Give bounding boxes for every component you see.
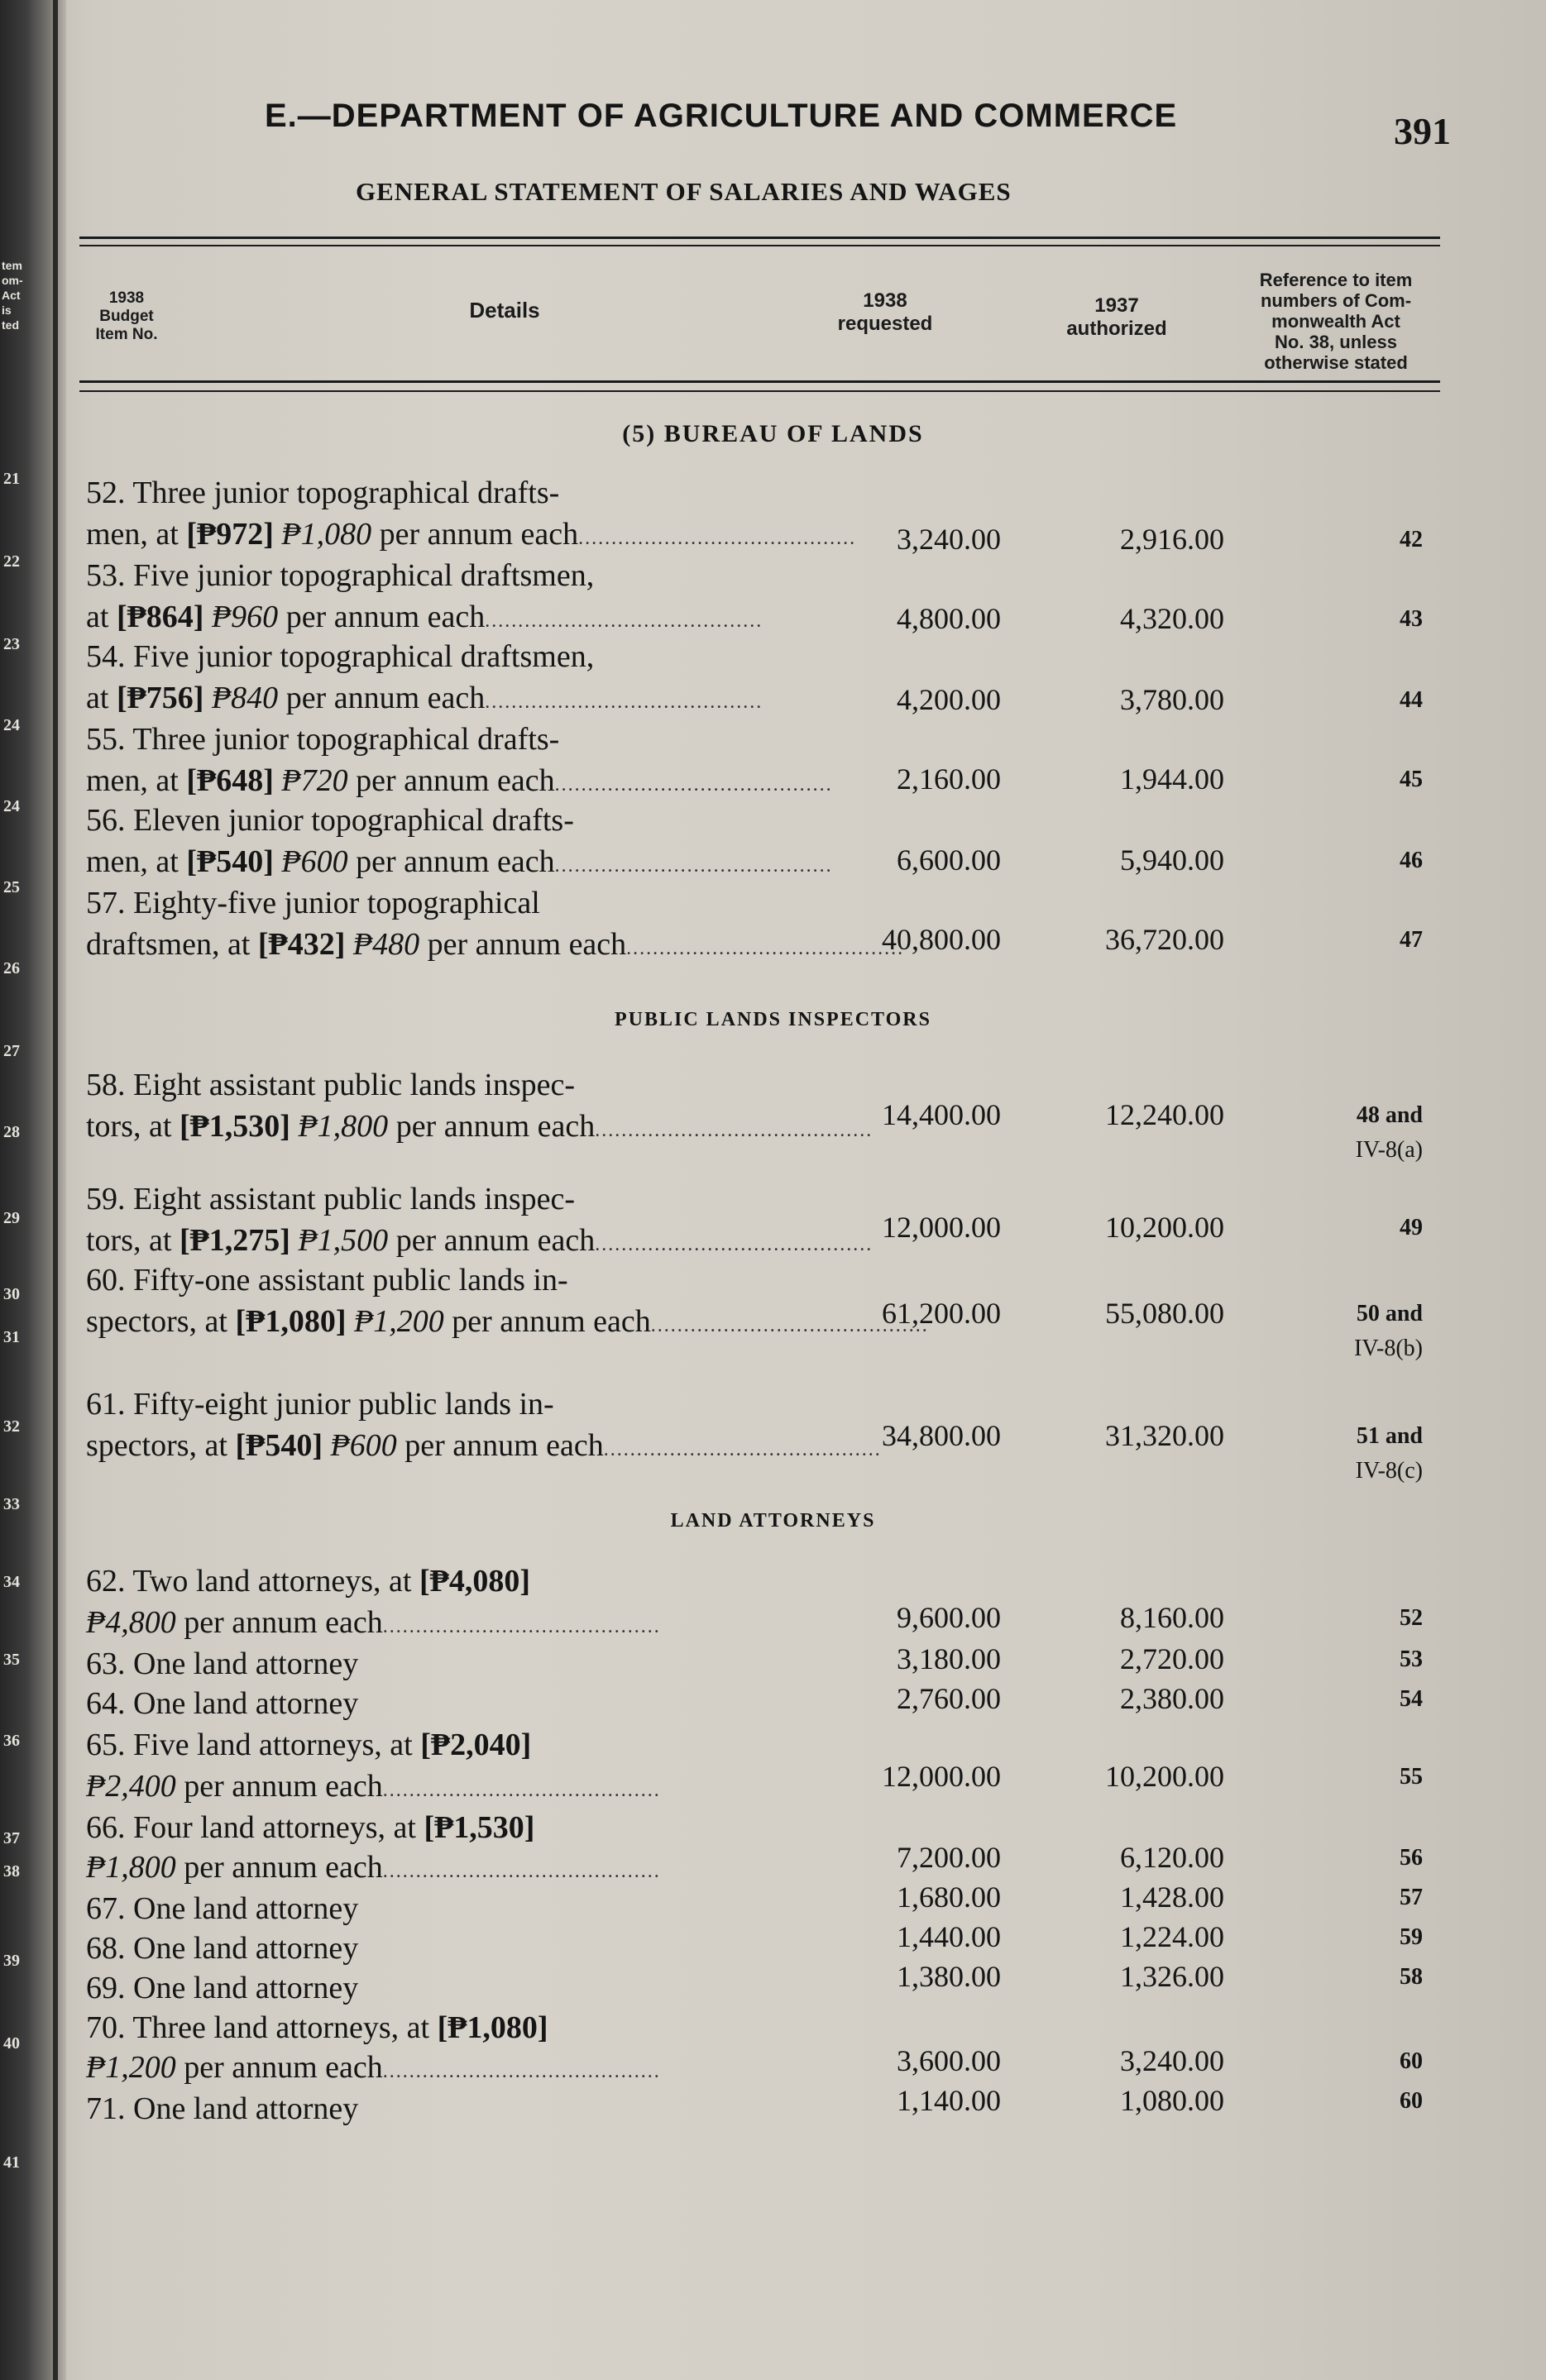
- new-rate-italic: ₱1,200: [353, 1304, 444, 1339]
- detail-text: per annum each: [175, 2050, 383, 2085]
- requested-amount: 1,440.00: [897, 1920, 1001, 1953]
- margin-line-number: 34: [3, 1573, 20, 1591]
- old-rate-bracketed: [₱864]: [116, 600, 204, 634]
- margin-line-number: 31: [3, 1328, 20, 1346]
- reference-number: 42: [1400, 527, 1423, 552]
- detail-line: [86, 719, 773, 759]
- margin-line-number: 37: [3, 1829, 20, 1847]
- requested-amount: 1,140.00: [897, 2084, 1001, 2117]
- authorized-amount: 55,080.00: [1105, 1297, 1224, 1330]
- binding-edge: [53, 0, 58, 2380]
- detail-text: 70. Three land attorneys, at: [86, 2010, 438, 2045]
- detail-text: 60. Fifty-one assistant public lands in-: [86, 1263, 568, 1298]
- dot-leader: ..........................................: [626, 938, 905, 959]
- detail-text: 54. Five junior topographical draftsmen,: [86, 639, 595, 674]
- section-public-lands-inspectors: PUBLIC LANDS INSPECTORS: [615, 1009, 931, 1030]
- detail-line: [86, 556, 773, 595]
- detail-text: per annum each: [371, 517, 579, 552]
- col-authorized-label: authorized: [1066, 318, 1167, 340]
- authorized-amount: 36,720.00: [1105, 923, 1224, 956]
- detail-line: [86, 1889, 773, 1928]
- dot-leader: ..........................................: [485, 691, 763, 713]
- old-rate-bracketed: [₱648]: [186, 763, 274, 798]
- old-rate-bracketed: [₱540]: [235, 1428, 323, 1463]
- dot-leader: ..........................................: [485, 610, 763, 632]
- authorized-amount: 3,780.00: [1120, 683, 1224, 716]
- reference-number: 49: [1400, 1215, 1423, 1240]
- reference-number: 56: [1400, 1845, 1423, 1871]
- detail-text: per annum each: [388, 1109, 596, 1144]
- detail-line: [86, 761, 833, 805]
- reference-number: 52: [1400, 1605, 1423, 1631]
- detail-text: at: [86, 681, 117, 715]
- new-rate-italic: ₱2,400: [86, 1769, 176, 1804]
- col-requested-label: requested: [837, 313, 933, 335]
- detail-text: 65. Five land attorneys, at: [86, 1728, 421, 1762]
- margin-line-number: 30: [3, 1285, 20, 1303]
- requested-amount: 9,600.00: [897, 1601, 1001, 1634]
- requested-amount: 2,760.00: [897, 1682, 1001, 1715]
- col-item-year: 1938: [108, 289, 145, 307]
- dot-leader: ..........................................: [554, 855, 833, 877]
- detail-line: [86, 597, 773, 641]
- new-rate-italic: ₱720: [281, 763, 348, 798]
- col-ref-line-2: numbers of Com-: [1260, 290, 1412, 311]
- detail-line: [86, 1968, 773, 2008]
- old-rate-bracketed: [₱1,530]: [424, 1810, 535, 1845]
- new-rate-italic: ₱1,500: [298, 1223, 389, 1258]
- old-rate-bracketed: [₱540]: [186, 844, 274, 879]
- detail-line: [86, 1644, 773, 1684]
- col-ref-line-5: otherwise stated: [1264, 352, 1408, 373]
- detail-line: [86, 1179, 773, 1219]
- section-bureau-of-lands: (5) BUREAU OF LANDS: [622, 420, 924, 447]
- detail-text: 64. One land attorney: [86, 1686, 359, 1721]
- detail-text: 71. One land attorney: [86, 2091, 359, 2126]
- detail-line: [86, 1847, 773, 1891]
- detail-line: [86, 1808, 773, 1847]
- margin-line-number: 33: [3, 1495, 20, 1513]
- new-rate-italic: ₱1,800: [86, 1850, 176, 1885]
- old-rate-bracketed: [₱756]: [116, 681, 204, 715]
- detail-text: per annum each: [419, 927, 627, 962]
- detail-line: [86, 1106, 874, 1150]
- reference-number: 55: [1400, 1764, 1423, 1790]
- old-rate-bracketed: [₱1,530]: [179, 1109, 290, 1144]
- detail-line: [86, 1725, 773, 1765]
- top-rule: [79, 237, 1440, 239]
- detail-line: [86, 678, 773, 722]
- margin-line-number: 28: [3, 1123, 20, 1141]
- old-rate-bracketed: [₱1,080]: [437, 2010, 548, 2045]
- detail-text: 67. One land attorney: [86, 1891, 359, 1926]
- detail-line: [86, 1603, 773, 1646]
- reference-number: 50 and: [1356, 1301, 1423, 1326]
- detail-text: 62. Two land attorneys, at: [86, 1564, 419, 1599]
- margin-line-number: 39: [3, 1952, 20, 1970]
- detail-text: 63. One land attorney: [86, 1646, 359, 1681]
- page-number: 391: [1394, 110, 1451, 152]
- detail-line: [86, 1302, 929, 1345]
- reference-number: 48 and: [1356, 1102, 1423, 1128]
- detail-text: men, at: [86, 844, 187, 879]
- requested-amount: 34,800.00: [882, 1419, 1001, 1452]
- requested-amount: 4,800.00: [897, 602, 1001, 635]
- new-rate-italic: ₱600: [330, 1428, 397, 1463]
- detail-line: [86, 1561, 773, 1601]
- old-rate-bracketed: [₱432]: [257, 927, 346, 962]
- column-requested: [794, 289, 976, 336]
- detail-text: spectors, at: [86, 1428, 236, 1463]
- column-reference: [1216, 270, 1456, 373]
- detail-text: at: [86, 600, 117, 634]
- reference-number: 47: [1400, 927, 1423, 953]
- detail-text: men, at: [86, 517, 187, 552]
- reference-number: 43: [1400, 606, 1423, 632]
- margin-text-fragment: is: [2, 303, 12, 317]
- detail-text: tors, at: [86, 1109, 179, 1144]
- statement-subtitle: GENERAL STATEMENT OF SALARIES AND WAGES: [356, 177, 1012, 206]
- margin-line-number: 27: [3, 1042, 20, 1060]
- authorized-amount: 5,940.00: [1120, 844, 1224, 877]
- dot-leader: ..........................................: [603, 1439, 882, 1460]
- authorized-amount: 2,720.00: [1120, 1642, 1224, 1675]
- margin-line-number: 36: [3, 1732, 20, 1750]
- detail-text: spectors, at: [86, 1304, 236, 1339]
- authorized-amount: 1,080.00: [1120, 2084, 1224, 2117]
- authorized-amount: 10,200.00: [1105, 1211, 1224, 1244]
- margin-line-number: 38: [3, 1862, 20, 1881]
- detail-text: per annum each: [278, 600, 486, 634]
- requested-amount: 3,240.00: [897, 523, 1001, 556]
- authorized-amount: 31,320.00: [1105, 1419, 1224, 1452]
- requested-amount: 3,600.00: [897, 2044, 1001, 2077]
- requested-amount: 7,200.00: [897, 1841, 1001, 1874]
- detail-text: per annum each: [175, 1605, 383, 1640]
- authorized-amount: 2,916.00: [1120, 523, 1224, 556]
- detail-line: [86, 2008, 773, 2048]
- authorized-amount: 8,160.00: [1120, 1601, 1224, 1634]
- detail-text: 53. Five junior topographical draftsmen,: [86, 558, 595, 593]
- detail-line: [86, 473, 773, 513]
- old-rate-bracketed: [₱4,080]: [419, 1564, 530, 1599]
- margin-line-number: 35: [3, 1651, 20, 1669]
- requested-amount: 1,380.00: [897, 1960, 1001, 1993]
- reference-number: 60: [1400, 2048, 1423, 2074]
- margin-line-number: 32: [3, 1417, 20, 1436]
- requested-amount: 14,400.00: [882, 1098, 1001, 1131]
- authorized-amount: 10,200.00: [1105, 1760, 1224, 1793]
- reference-number: 44: [1400, 687, 1423, 713]
- column-authorized: [1026, 294, 1208, 341]
- detail-text: 58. Eight assistant public lands inspec-: [86, 1068, 576, 1102]
- detail-text: 57. Eighty-five junior topographical: [86, 886, 540, 920]
- new-rate-italic: ₱1,800: [298, 1109, 389, 1144]
- detail-line: [86, 2048, 773, 2091]
- detail-text: per annum each: [443, 1304, 651, 1339]
- column-budget-item: [81, 289, 172, 344]
- detail-text: tors, at: [86, 1223, 179, 1258]
- reference-number: 45: [1400, 767, 1423, 792]
- detail-line: [86, 1384, 773, 1424]
- detail-text: 69. One land attorney: [86, 1971, 359, 2005]
- top-rule-double: [79, 245, 1440, 246]
- col-authorized-year: 1937: [1094, 294, 1139, 317]
- authorized-amount: 1,428.00: [1120, 1881, 1224, 1914]
- detail-line: [86, 925, 905, 968]
- requested-amount: 2,160.00: [897, 762, 1001, 796]
- detail-line: [86, 1426, 882, 1470]
- authorized-amount: 1,944.00: [1120, 762, 1224, 796]
- margin-text-fragment: ted: [2, 318, 19, 332]
- authorized-amount: 2,380.00: [1120, 1682, 1224, 1715]
- detail-line: [86, 1260, 773, 1300]
- authorized-amount: 3,240.00: [1120, 2044, 1224, 2077]
- new-rate-italic: ₱960: [211, 600, 279, 634]
- detail-line: [86, 801, 773, 840]
- detail-text: per annum each: [388, 1223, 596, 1258]
- detail-text: draftsmen, at: [86, 927, 258, 962]
- authorized-amount: 6,120.00: [1120, 1841, 1224, 1874]
- detail-line: [86, 1221, 874, 1264]
- detail-line: [86, 2089, 773, 2129]
- requested-amount: 12,000.00: [882, 1211, 1001, 1244]
- detail-text: 52. Three junior topographical drafts-: [86, 476, 560, 510]
- dot-leader: ..........................................: [650, 1315, 929, 1336]
- margin-text-fragment: om-: [2, 274, 23, 287]
- reference-number: 46: [1400, 848, 1423, 873]
- reference-number-secondary: IV-8(a): [1355, 1137, 1423, 1163]
- col-ref-line-4: No. 38, unless: [1275, 332, 1397, 352]
- detail-text: per annum each: [278, 681, 486, 715]
- header-bottom-rule-double: [79, 390, 1440, 392]
- reference-number-secondary: IV-8(b): [1354, 1336, 1423, 1361]
- reference-number: 54: [1400, 1686, 1423, 1712]
- requested-amount: 40,800.00: [882, 923, 1001, 956]
- reference-number: 58: [1400, 1964, 1423, 1990]
- dot-leader: ..........................................: [382, 1861, 661, 1882]
- detail-text: men, at: [86, 763, 187, 798]
- authorized-amount: 4,320.00: [1120, 602, 1224, 635]
- margin-line-number: 26: [3, 959, 20, 977]
- reference-number: 53: [1400, 1646, 1423, 1672]
- requested-amount: 3,180.00: [897, 1642, 1001, 1675]
- margin-line-number: 41: [3, 2153, 20, 2172]
- dot-leader: ..........................................: [382, 1780, 661, 1801]
- column-details: Details: [469, 298, 540, 323]
- detail-text: 59. Eight assistant public lands inspec-: [86, 1182, 576, 1216]
- margin-line-number: 25: [3, 878, 20, 896]
- requested-amount: 61,200.00: [882, 1297, 1001, 1330]
- col-item-budget: Budget: [99, 308, 154, 325]
- new-rate-italic: ₱480: [352, 927, 420, 962]
- section-land-attorneys: LAND ATTORNEYS: [670, 1510, 876, 1532]
- dot-leader: ..........................................: [595, 1120, 874, 1141]
- department-header: E.—DEPARTMENT OF AGRICULTURE AND COMMERCE: [265, 98, 1178, 134]
- detail-line: [86, 1684, 773, 1723]
- margin-text-fragment: Act: [2, 289, 21, 302]
- col-ref-line-3: monwealth Act: [1271, 311, 1400, 332]
- authorized-amount: 12,240.00: [1105, 1098, 1224, 1131]
- detail-line: [86, 842, 833, 886]
- margin-line-number: 23: [3, 635, 20, 653]
- detail-text: per annum each: [396, 1428, 604, 1463]
- detail-text: 61. Fifty-eight junior public lands in-: [86, 1387, 554, 1422]
- dot-leader: ..........................................: [554, 774, 833, 796]
- requested-amount: 4,200.00: [897, 683, 1001, 716]
- detail-text: per annum each: [175, 1850, 383, 1885]
- requested-amount: 12,000.00: [882, 1760, 1001, 1793]
- reference-number-secondary: IV-8(c): [1355, 1458, 1423, 1484]
- margin-line-number: 24: [3, 716, 20, 734]
- detail-line: [86, 1766, 773, 1810]
- detail-line: [86, 637, 773, 676]
- detail-line: [86, 514, 857, 558]
- new-rate-italic: ₱1,200: [86, 2050, 176, 2085]
- detail-line: [86, 1065, 773, 1105]
- dot-leader: ..........................................: [595, 1234, 874, 1255]
- new-rate-italic: ₱600: [281, 844, 348, 879]
- margin-text-fragment: tem: [2, 259, 22, 272]
- reference-number: 60: [1400, 2088, 1423, 2114]
- dot-leader: ..........................................: [578, 528, 857, 549]
- margin-line-number: 22: [3, 552, 20, 571]
- authorized-amount: 1,326.00: [1120, 1960, 1224, 1993]
- col-ref-line-1: Reference to item: [1259, 270, 1413, 290]
- col-requested-year: 1938: [863, 289, 907, 312]
- header-bottom-rule: [79, 380, 1440, 383]
- old-rate-bracketed: [₱1,080]: [235, 1304, 347, 1339]
- margin-line-number: 24: [3, 797, 20, 815]
- old-rate-bracketed: [₱972]: [186, 517, 274, 552]
- col-item-no: Item No.: [95, 326, 158, 343]
- detail-text: per annum each: [347, 763, 555, 798]
- detail-text: per annum each: [347, 844, 555, 879]
- old-rate-bracketed: [₱1,275]: [179, 1223, 290, 1258]
- detail-line: [86, 1928, 773, 1968]
- requested-amount: 6,600.00: [897, 844, 1001, 877]
- authorized-amount: 1,224.00: [1120, 1920, 1224, 1953]
- reference-number: 57: [1400, 1885, 1423, 1910]
- old-rate-bracketed: [₱2,040]: [420, 1728, 532, 1762]
- margin-line-number: 40: [3, 2034, 20, 2053]
- reference-number: 59: [1400, 1924, 1423, 1950]
- margin-line-number: 29: [3, 1209, 20, 1227]
- reference-number: 51 and: [1356, 1423, 1423, 1449]
- detail-text: per annum each: [175, 1769, 383, 1804]
- new-rate-italic: ₱840: [211, 681, 279, 715]
- detail-line: [86, 883, 773, 923]
- detail-text: 56. Eleven junior topographical drafts-: [86, 803, 574, 838]
- detail-text: 66. Four land attorneys, at: [86, 1810, 424, 1845]
- dot-leader: ..........................................: [382, 1616, 661, 1637]
- margin-line-number: 21: [3, 470, 20, 488]
- new-rate-italic: ₱4,800: [86, 1605, 176, 1640]
- detail-text: 68. One land attorney: [86, 1931, 359, 1966]
- dot-leader: ..........................................: [382, 2061, 661, 2082]
- new-rate-italic: ₱1,080: [281, 517, 372, 552]
- requested-amount: 1,680.00: [897, 1881, 1001, 1914]
- detail-text: 55. Three junior topographical drafts-: [86, 722, 560, 757]
